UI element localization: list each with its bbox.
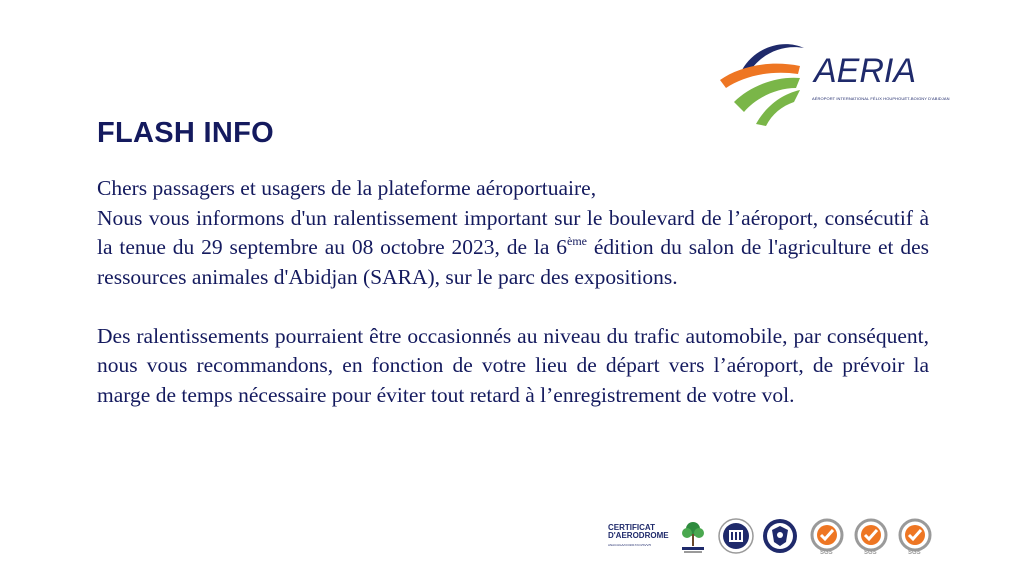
sgs-label-1: SGS [820,550,833,556]
paragraph-1-part-b: édition du salon de l'agriculture et des ressources animales d'Abidjan (SARA), sur le parc des expositions. [97,235,929,289]
aerodrome-certificate-ref: ANAC/AGA/CO/2017/CO/SVV/5 [608,543,652,547]
logo-subtitle: AÉROPORT INTERNATIONAL FÉLIX HOUPHOUËT-BOIGNY D'ABIDJAN [812,96,950,101]
announcement-body [97,174,929,410]
aeria-logo-icon [720,40,812,126]
sgs-label-3: SGS [908,550,921,556]
aerodrome-certificate-line-1: CERTIFICAT [608,523,655,532]
page-title: FLASH INFO [97,117,274,149]
sgs-label-2: SGS [864,550,877,556]
institution-seal-icon [718,518,754,554]
security-seal-icon [762,518,798,554]
logo-wordmark: AERIA [814,52,917,90]
certifications-bar [608,514,938,560]
aerodrome-certificate [608,524,669,540]
ordinal-superscript: ème [567,234,587,248]
paragraph-1 [97,204,929,293]
aerodrome-certificate-line-2: D'AERODROME [608,531,669,540]
aeria-logo [720,40,950,126]
paragraph-2: Des ralentissements pourraient être occasionnés au niveau du trafic automobile, par conséquent, nous vous recommandons, en fonction de votre lieu de départ vers l’aéroport, de prévoir la marge de temps nécessaire pour éviter tout retard à l’enregistrement de votre vol. [97,323,929,407]
greeting-line: Chers passagers et usagers de la plateforme aéroportuaire, [97,176,597,200]
tree-award-icon [678,520,708,554]
paragraph-1-part-a: Nous vous informons d'un ralentissement important sur le boulevard de l’aéroport, consécutif à la tenue du 29 septembre au 08 octobre 2023, de la 6 [97,205,929,259]
